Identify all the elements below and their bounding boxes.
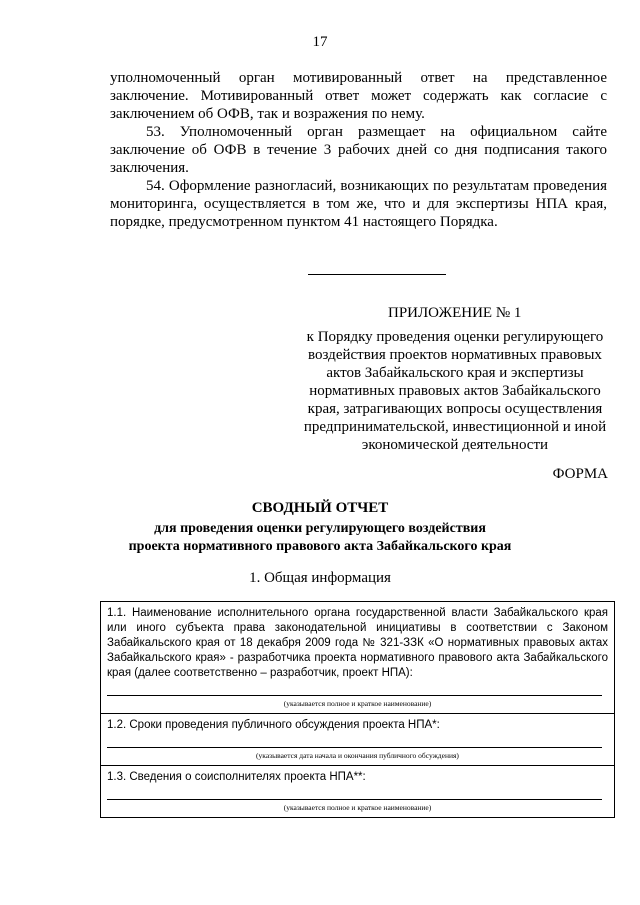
- fill-line: [107, 687, 602, 696]
- report-subtitle-line2: проекта нормативного правового акта Забайкальского края: [128, 539, 512, 554]
- row-1-1-hint: (указывается полное и краткое наименование): [283, 699, 432, 708]
- fill-line: [107, 739, 602, 748]
- table-row: [101, 602, 614, 714]
- report-subtitle-line1: для проведения оценки регулирующего воздействия: [154, 521, 486, 536]
- fill-line: [107, 791, 602, 800]
- paragraph-53: 53. Уполномоченный орган размещает на официальном сайте заключение об ОФВ в течение 3 рабочих дней со дня подписания такого заключения.: [110, 124, 607, 176]
- row-1-1-text: 1.1. Наименование исполнительного органа государственной власти Забайкальского края или иного субъекта права законодательной инициативы в соответствии с Законом Забайкальского края от 18 декабря 2009 года № 321-ЗЗК «О нормативных правовых актах Забайкальского края» - разработчика проекта нормативного правового акта Забайкальского края (далее соответственно – разработчик, проект НПА):: [107, 607, 608, 679]
- separator-line: [308, 274, 446, 275]
- paragraph-continuation: уполномоченный орган мотивированный ответ на представленное заключение. Мотивированный ответ может содержать как согласие с заключением об ОФВ, так и возражения по нему.: [110, 70, 607, 122]
- section-title: 1. Общая информация: [249, 570, 391, 586]
- info-table: [100, 601, 615, 818]
- table-row: [101, 766, 614, 818]
- paragraph-54: 54. Оформление разногласий, возникающих по результатам проведения мониторинга, осуществляется в том же, что и для экспертизы НПА края, порядке, предусмотренном пунктом 41 настоящего Порядка.: [110, 178, 607, 230]
- appendix-title: ПРИЛОЖЕНИЕ № 1: [388, 305, 522, 321]
- row-1-2-text: 1.2. Сроки проведения публичного обсуждения проекта НПА*:: [107, 719, 440, 731]
- body-text: [110, 69, 607, 231]
- table-row: [101, 714, 614, 766]
- form-label: ФОРМА: [552, 466, 608, 482]
- report-subtitle: [0, 520, 640, 556]
- row-1-3-text: 1.3. Сведения о соисполнителях проекта НПА**:: [107, 771, 366, 783]
- appendix-subtitle: к Порядку проведения оценки регулирующего воздействия проектов нормативных правовых актов Забайкальского края и экспертизы нормативных правовых актов Забайкальского края, затрагивающих вопросы осуществления предпринимательской, инвестиционной и иной экономической деятельности: [303, 329, 607, 453]
- page-number: 17: [312, 34, 328, 50]
- row-1-2-hint: (указывается дата начала и окончания публичного обсуждения): [256, 751, 459, 760]
- report-title: СВОДНЫЙ ОТЧЕТ: [251, 500, 389, 516]
- row-1-3-hint: (указывается полное и краткое наименование): [283, 803, 432, 812]
